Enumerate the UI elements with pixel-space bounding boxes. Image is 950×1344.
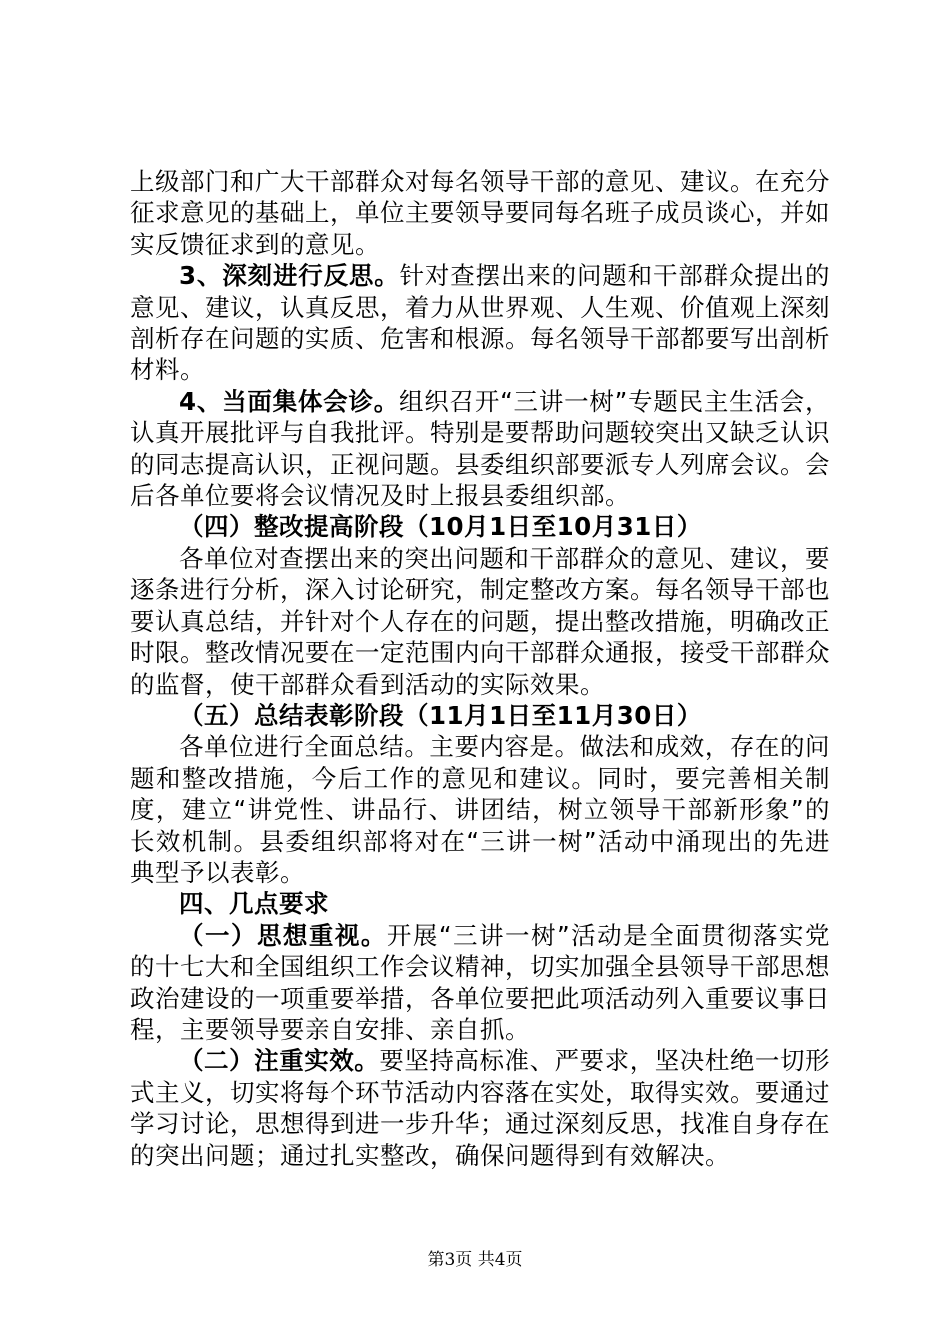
paragraph-text: 各单位进行全面总结。主要内容是。做法和成效，存在的问题和整改措施，今后工作的意见和建议。同时，要完善相关制度，建立“讲党性、讲品行、讲团结，树立领导干部新形象”的长效机制。县委组织部将对在“三讲一树”活动中涌现出的先进典型予以表彰。 bbox=[130, 732, 830, 887]
paragraph-heading: （一）思想重视。 bbox=[179, 920, 387, 950]
paragraph-text: 要坚持高标准、严要求，坚决杜绝一切形式主义，切实将每个环节活动内容落在实处，取得实效。要通过学习讨论，思想得到进一步升华；通过深刻反思，找准自身存在的突出问题；通过扎实整改，确保问题得到有效解决。 bbox=[130, 1046, 831, 1170]
paragraph-text: 针对查摆出来的问题和干部群众提出的意见、建议，认真反思，着力从世界观、人生观、价值观上深刻剖析存在问题的实质、危害和根源。每名领导干部都要写出剖析材料。 bbox=[130, 261, 831, 385]
paragraph-heading: （二）注重实效。 bbox=[179, 1046, 380, 1076]
paragraph bbox=[130, 260, 830, 386]
paragraph-heading: 4、当面集体会诊。 bbox=[179, 386, 399, 416]
paragraph-heading: 3、深刻进行反思。 bbox=[179, 261, 400, 291]
paragraph-text: 组织召开“三讲一树”专题民主生活会，认真开展批评与自我批评。特别是要帮助问题较突出又缺乏认识的同志提高认识，正视问题。县委组织部要派专人列席会议。会后各单位要将会议情况及时上报县委组织部。 bbox=[130, 386, 831, 511]
paragraph-heading: （四）整改提高阶段（10月1日至10月31日） bbox=[179, 512, 702, 542]
page-footer: 第3页 共4页 bbox=[427, 1250, 523, 1270]
paragraph bbox=[130, 386, 830, 512]
paragraph-text: 开展“三讲一树”活动是全面贯彻落实党的十七大和全国组织工作会议精神，切实加强全县领导干部思想政治建设的一项重要举措，各单位要把此项活动列入重要议事日程，主要领导要亲自安排、亲自抓。 bbox=[130, 920, 830, 1044]
section-heading bbox=[130, 700, 830, 731]
paragraph-text: 各单位对查摆出来的突出问题和干部群众的意见、建议，要逐条进行分析，深入讨论研究，制定整改方案。每名领导干部也要认真总结，并针对个人存在的问题，提出整改措施，明确改正时限。整改情况要在一定范围内向干部群众通报，接受干部群众的监督，使干部群众看到活动的实际效果。 bbox=[130, 543, 830, 699]
paragraph bbox=[130, 731, 830, 888]
paragraph-heading: （五）总结表彰阶段（11月1日至11月30日） bbox=[179, 700, 702, 730]
paragraph bbox=[130, 166, 830, 260]
section-heading bbox=[130, 888, 830, 919]
paragraph bbox=[130, 920, 830, 1046]
paragraph-text: 上级部门和广大干部群众对每名领导干部的意见、建议。在充分征求意见的基础上，单位主要领导要同每名班子成员谈心，并如实反馈征求到的意见。 bbox=[130, 167, 830, 259]
section-heading bbox=[130, 511, 830, 542]
paragraph-heading: 四、几点要求 bbox=[179, 889, 329, 919]
paragraph bbox=[130, 1045, 830, 1171]
paragraph bbox=[130, 543, 830, 700]
document-body bbox=[130, 166, 830, 1171]
